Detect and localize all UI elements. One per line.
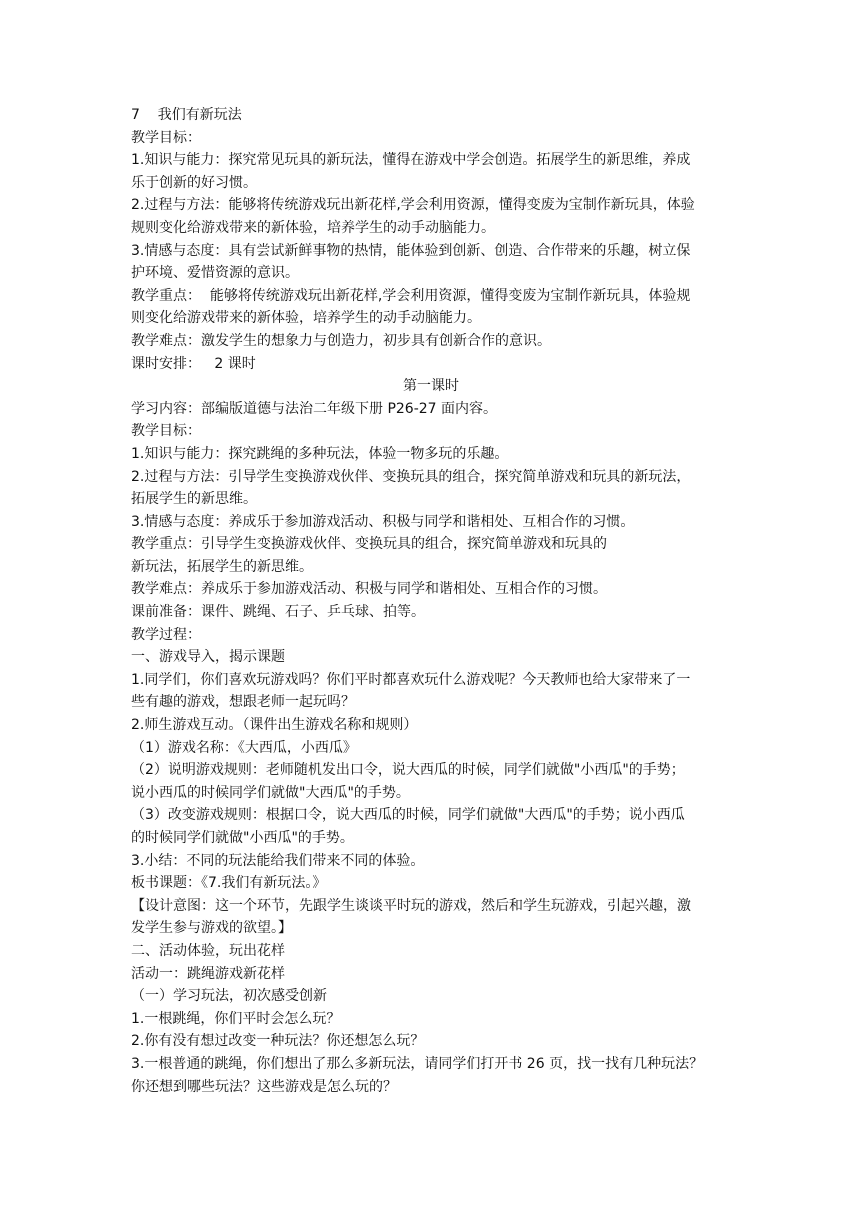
text-line: 拓展学生的新思维。 (131, 491, 257, 508)
text-line: 说小西瓜的时候同学们就做"大西瓜"的手势。 (131, 784, 410, 801)
text-line: 2.过程与方法：能够将传统游戏玩出新花样,学会利用资源，懂得变废为宝制作新玩具，体验 (131, 197, 695, 214)
text-line: 1.一根跳绳，你们平时会怎么玩？ (131, 1010, 341, 1027)
text-line: 护环境、爱惜资源的意识。 (131, 265, 299, 282)
text-line: 课时安排： 2 课时 (131, 355, 256, 372)
text-line: 2.师生游戏互动。（课件出生游戏名称和规则） (131, 717, 418, 734)
text-line: 3.一根普通的跳绳，你们想出了那么多新玩法，请同学们打开书 26 页，找一找有几种玩法？ (131, 1055, 704, 1072)
text-line: 些有趣的游戏，想跟老师一起玩吗？ (131, 694, 355, 711)
text-line: 第一课时 (403, 378, 459, 395)
text-line: 1.知识与能力：探究常见玩具的新玩法，懂得在游戏中学会创造。拓展学生的新思维，养成 (131, 152, 691, 169)
text-line: 2.过程与方法：引导学生变换游戏伙伴、变换玩具的组合，探究简单游戏和玩具的新玩法， (131, 468, 691, 485)
text-line: 一、游戏导入，揭示课题 (131, 649, 285, 666)
text-line: 教学难点：激发学生的想象力与创造力，初步具有创新合作的意识。 (131, 332, 551, 349)
text-line: （1）游戏名称：《大西瓜，小西瓜》 (131, 739, 357, 756)
text-line: 教学难点：养成乐于参加游戏活动、积极与同学和谐相处、互相合作的习惯。 (131, 581, 607, 598)
text-line: 3.情感与态度：具有尝试新鲜事物的热情，能体验到创新、创造、合作带来的乐趣，树立保 (131, 242, 691, 259)
text-line: 教学目标： (131, 129, 201, 146)
text-line: 你还想到哪些玩法？这些游戏是怎么玩的？ (131, 1078, 397, 1095)
text-line: 学习内容：部编版道德与法治二年级下册 P26-27 面内容。 (131, 400, 498, 417)
text-line: 活动一：跳绳游戏新花样 (131, 965, 285, 982)
document-page (131, 104, 731, 1098)
text-line: （2）说明游戏规则：老师随机发出口令，说大西瓜的时候，同学们就做"小西瓜"的手势； (131, 762, 685, 779)
text-line: （3）改变游戏规则：根据口令，说大西瓜的时候，同学们就做"大西瓜"的手势；说小西瓜 (131, 807, 685, 824)
text-line: 新玩法，拓展学生的新思维。 (131, 558, 313, 575)
text-line: 3.情感与态度：养成乐于参加游戏活动、积极与同学和谐相处、互相合作的习惯。 (131, 513, 635, 530)
text-line: 板书课题：《7.我们有新玩法。》 (131, 875, 327, 892)
text-line: 2.你有没有想过改变一种玩法？你还想怎么玩？ (131, 1033, 425, 1050)
text-line: 教学过程： (131, 626, 201, 643)
text-line: 7 我们有新玩法 (131, 107, 242, 123)
text-line: 发学生参与游戏的欲望。】 (131, 920, 292, 937)
text-line: 1.同学们，你们喜欢玩游戏吗？你们平时都喜欢玩什么游戏呢？今天教师也给大家带来了一 (131, 671, 691, 688)
text-line: 【设计意图：这一个环节，先跟学生谈谈平时玩的游戏，然后和学生玩游戏，引起兴趣，激 (131, 897, 691, 914)
text-line: 则变化给游戏带来的新体验，培养学生的动手动脑能力。 (131, 310, 481, 327)
text-line: 乐于创新的好习惯。 (131, 174, 257, 191)
text-line: 的时候同学们就做"小西瓜"的手势。 (131, 830, 354, 846)
text-line: 课前准备：课件、跳绳、石子、乒乓球、拍等。 (131, 604, 425, 621)
text-line: （一）学习玩法，初次感受创新 (131, 988, 327, 1005)
text-line: 规则变化给游戏带来的新体验，培养学生的动手动脑能力。 (131, 219, 495, 236)
text-line: 教学重点：引导学生变换游戏伙伴、变换玩具的组合，探究简单游戏和玩具的 (131, 536, 607, 553)
text-line: 1.知识与能力：探究跳绳的多种玩法，体验一物多玩的乐趣。 (131, 445, 509, 462)
text-line: 教学目标： (131, 423, 201, 440)
text-line: 二、活动体验，玩出花样 (131, 942, 285, 959)
text-line: 3.小结：不同的玩法能给我们带来不同的体验。 (131, 852, 425, 869)
text-line: 教学重点： 能够将传统游戏玩出新花样,学会利用资源，懂得变废为宝制作新玩具，体验规 (131, 287, 691, 304)
